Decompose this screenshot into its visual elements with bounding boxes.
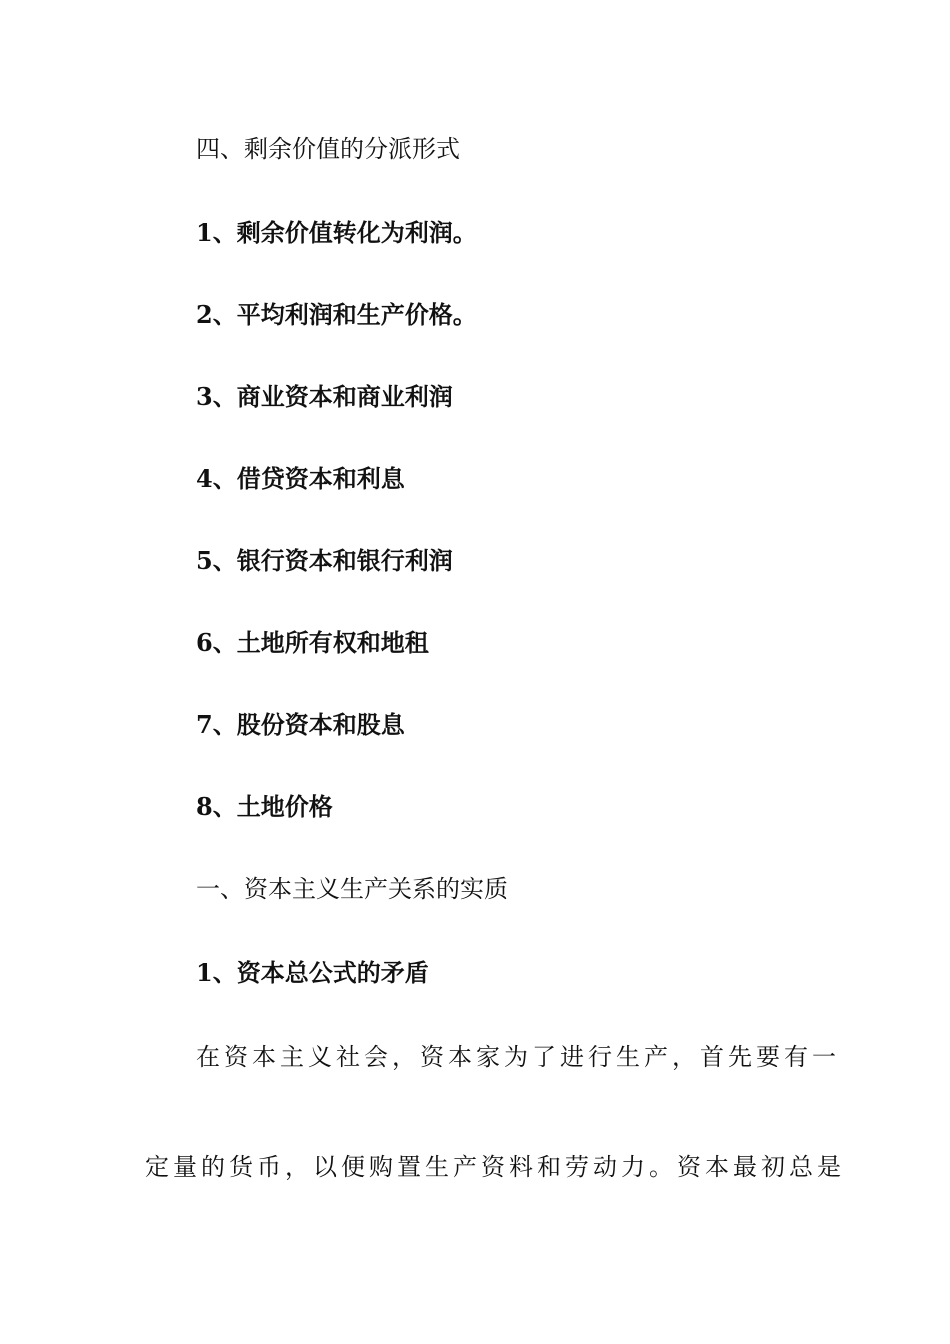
list-item: 3、商业资本和商业利润 — [196, 382, 453, 411]
list-item: 1、剩余价值转化为利润。 — [196, 218, 477, 247]
list-item: 7、股份资本和股息 — [196, 710, 405, 739]
subsection-heading: 1、资本总公式的矛盾 — [196, 958, 429, 987]
paragraph-line: 在资本主义社会，资本家为了进行生产，首先要有一 — [196, 1043, 840, 1071]
list-item: 5、银行资本和银行利润 — [196, 546, 453, 575]
list-item: 4、借贷资本和利息 — [196, 464, 405, 493]
list-item: 8、土地价格 — [196, 792, 333, 821]
list-item: 6、土地所有权和地租 — [196, 628, 429, 657]
section-heading-four: 四、剩余价值的分派形式 — [196, 135, 460, 163]
list-item: 2、平均利润和生产价格。 — [196, 300, 477, 329]
paragraph-line: 定量的货币，以便购置生产资料和劳动力。资本最初总是 — [145, 1153, 845, 1181]
section-heading-one: 一、资本主义生产关系的实质 — [196, 875, 508, 903]
